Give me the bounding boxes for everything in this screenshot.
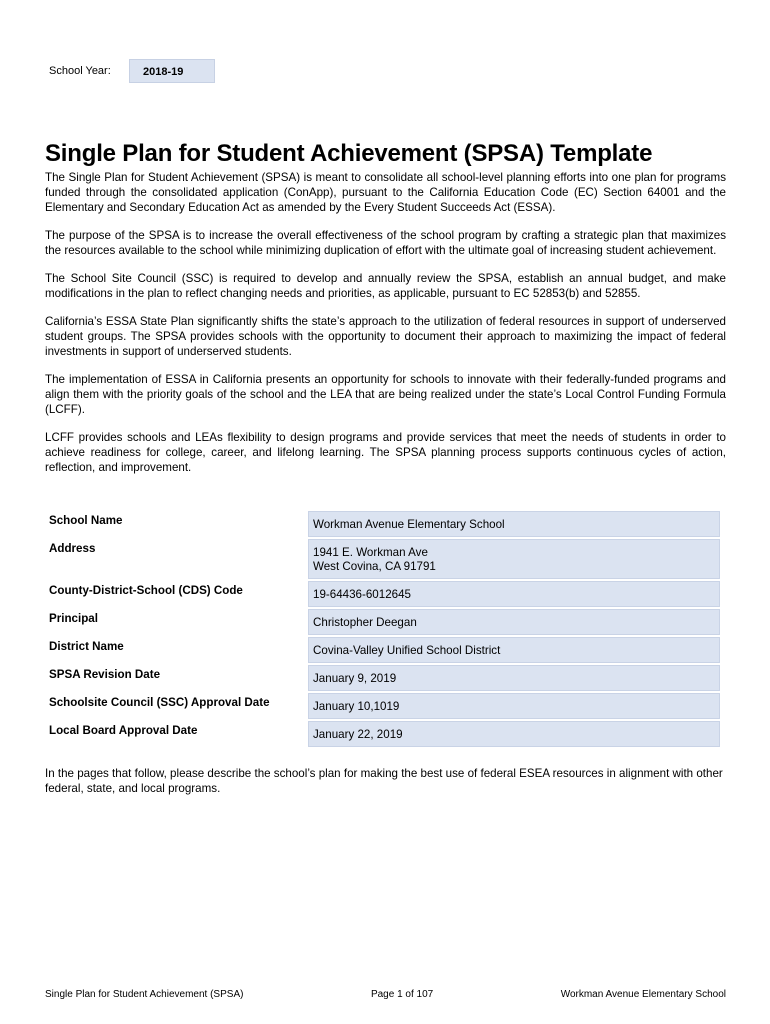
address-label: Address: [49, 542, 96, 555]
footer-document-title: Single Plan for Student Achievement (SPSA): [45, 989, 244, 1000]
intro-paragraph-3: The School Site Council (SSC) is required to develop and annually review the SPSA, establish an annual budget, and make modifications in the plan to reflect changing needs and priorities, as applicable, pursuant to EC 52853(b) and 52855.: [45, 272, 726, 300]
address-line-1: 1941 E. Workman Ave: [313, 546, 428, 559]
page-footer: [45, 989, 726, 1000]
board-approval-label: Local Board Approval Date: [49, 724, 198, 737]
ssc-approval-label: Schoolsite Council (SSC) Approval Date: [49, 696, 270, 709]
intro-paragraph-4: California’s ESSA State Plan significantly shifts the state’s approach to the utilization of federal resources in support of underserved student groups. The SPSA provides schools with the opportunity to document their approach to maximizing the impact of federal investments in support of underserved students.: [45, 315, 726, 358]
revision-date-label: SPSA Revision Date: [49, 668, 161, 681]
cds-code-field[interactable]: 19-64436-6012645: [308, 581, 720, 607]
cds-code-label: County-District-School (CDS) Code: [49, 584, 243, 597]
footer-school-name: Workman Avenue Elementary School: [560, 989, 726, 1000]
intro-text: [45, 170, 726, 488]
closing-paragraph: In the pages that follow, please describe the school’s plan for making the best use of federal ESEA resources in alignment with other federal, state, and local programs.: [45, 767, 723, 795]
school-info-table: [45, 511, 721, 749]
intro-paragraph-5: The implementation of ESSA in California presents an opportunity for schools to innovate with their federally-funded programs and align them with the priority goals of the school and the LEA that are being realized under the state’s Local Control Funding Formula (LCFF).: [45, 373, 726, 416]
school-year-field: [44, 59, 215, 83]
intro-paragraph-1: The Single Plan for Student Achievement (SPSA) is meant to consolidate all school-level planning efforts into one plan for programs funded through the consolidated application (ConApp), pursuant to the California Education Code (EC) Section 64001 and the Elementary and Secondary Education Act as amended by the Every Student Succeeds Act (ESSA).: [45, 171, 726, 214]
board-approval-field[interactable]: January 22, 2019: [308, 721, 720, 747]
school-year-label: School Year:: [49, 65, 111, 77]
cds-code-row: [45, 581, 721, 607]
principal-field[interactable]: Christopher Deegan: [308, 609, 720, 635]
address-field[interactable]: [308, 539, 720, 579]
ssc-approval-row: [45, 693, 721, 719]
district-label: District Name: [49, 640, 124, 653]
school-year-input[interactable]: 2018-19: [129, 59, 215, 83]
principal-row: [45, 609, 721, 635]
school-name-field[interactable]: Workman Avenue Elementary School: [308, 511, 720, 537]
address-line-2: West Covina, CA 91791: [313, 560, 436, 573]
board-approval-row: [45, 721, 721, 747]
address-row: [45, 539, 721, 579]
page-title: Single Plan for Student Achievement (SPSA) Template: [45, 140, 653, 167]
school-name-row: [45, 511, 721, 537]
intro-paragraph-6: LCFF provides schools and LEAs flexibility to design programs and provide services that meet the needs of students in order to achieve readiness for college, career, and lifelong learning. The SPSA planning process supports continuous cycles of action, reflection, and improvement.: [45, 431, 726, 474]
revision-date-field[interactable]: January 9, 2019: [308, 665, 720, 691]
district-row: [45, 637, 721, 663]
principal-label: Principal: [49, 612, 98, 625]
district-field[interactable]: Covina-Valley Unified School District: [308, 637, 720, 663]
ssc-approval-field[interactable]: January 10,1019: [308, 693, 720, 719]
footer-page-number: Page 1 of 107: [370, 989, 434, 1000]
intro-paragraph-2: The purpose of the SPSA is to increase the overall effectiveness of the school program by crafting a strategic plan that maximizes the resources available to the school while minimizing duplication of effort with the ultimate goal of increasing student achievement.: [45, 229, 726, 257]
school-name-label: School Name: [49, 514, 123, 527]
revision-date-row: [45, 665, 721, 691]
